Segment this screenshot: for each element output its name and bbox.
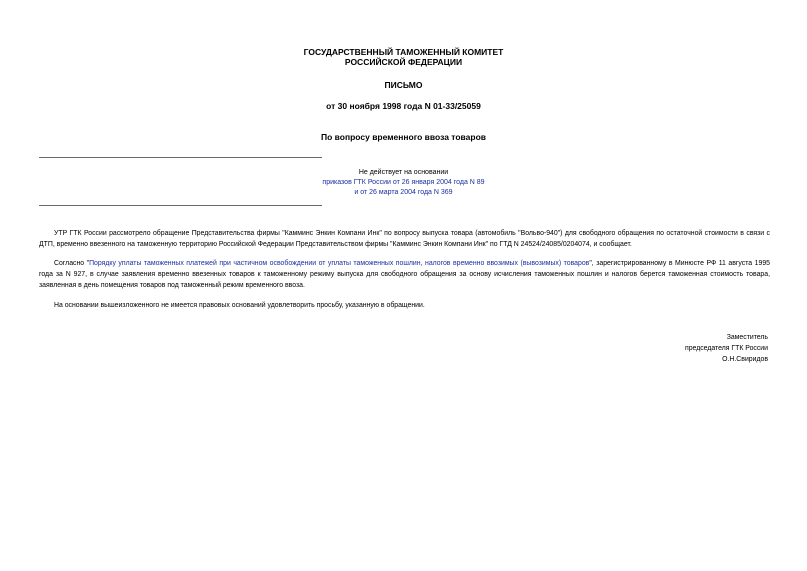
paragraph-rest: ", зарегистрированному в Минюсте РФ 11 августа 1995 года за N 927, в случае заявления временно ввезенных товаров к таможенному режиму выпуска для свободного обращения за основу исчисления таможенных пошлин и налогов берется таможенная стоимость товара, заявленная в день помещения товаров под таможенный режим временного ввоза. [39,260,770,289]
organization-name-line1: ГОСУДАРСТВЕННЫЙ ТАМОЖЕННЫЙ КОМИТЕТ [303,47,504,57]
paragraph-prefix: Согласно " [54,260,90,267]
document-subject: По вопросу временного ввоза товаров [321,132,486,142]
document-date-number: от 30 ноября 1998 года N 01-33/25059 [326,101,481,111]
signatory-name: О.Н.Свиридов [722,356,768,363]
body-paragraph-2 [39,258,770,291]
procedure-document-link[interactable]: Порядку уплаты таможенных платежей при частичном освобождении от уплаты таможенных пошлин, налогов временно ввозимых (вывозимых) товаров [89,260,590,267]
document-type: ПИСЬМО [384,80,423,90]
status-divider-bottom [39,205,322,206]
organization-name-line2: РОССИЙСКОЙ ФЕДЕРАЦИИ [344,57,463,67]
body-paragraph-3 [39,300,770,311]
paragraph-text: УТР ГТК России рассмотрело обращение Представительства фирмы "Камминс Энкин Компани Инк" по вопросу выпуска товара (автомобиль "Вольво-940") для свободного обращения по остаточной стоимости в связи с ДТП, временно ввезенного на таможенную территорию Российской Федерации Представительством фирмы "Камминс Энкин Компани Инк" по ГТД N 24524/24085/0204074, и сообщает. [39,230,770,248]
signature-block [685,332,768,365]
status-divider-top [39,157,322,158]
status-link-order-369[interactable]: и от 26 марта 2004 года N 369 [354,189,453,196]
status-text: Не действует на основании [358,169,449,176]
issuing-organization [0,47,807,67]
body-paragraph-1 [39,228,770,250]
paragraph-text: На основании вышеизложенного не имеется правовых оснований удовлетворить просьбу, указанную в обращении. [54,302,425,309]
signatory-title-line2: председателя ГТК России [684,345,768,352]
status-link-order-89[interactable]: приказов ГТК России от 26 января 2004 года N 89 [322,179,485,186]
document-status-note [0,168,807,198]
signatory-title-line1: Заместитель [726,334,768,341]
